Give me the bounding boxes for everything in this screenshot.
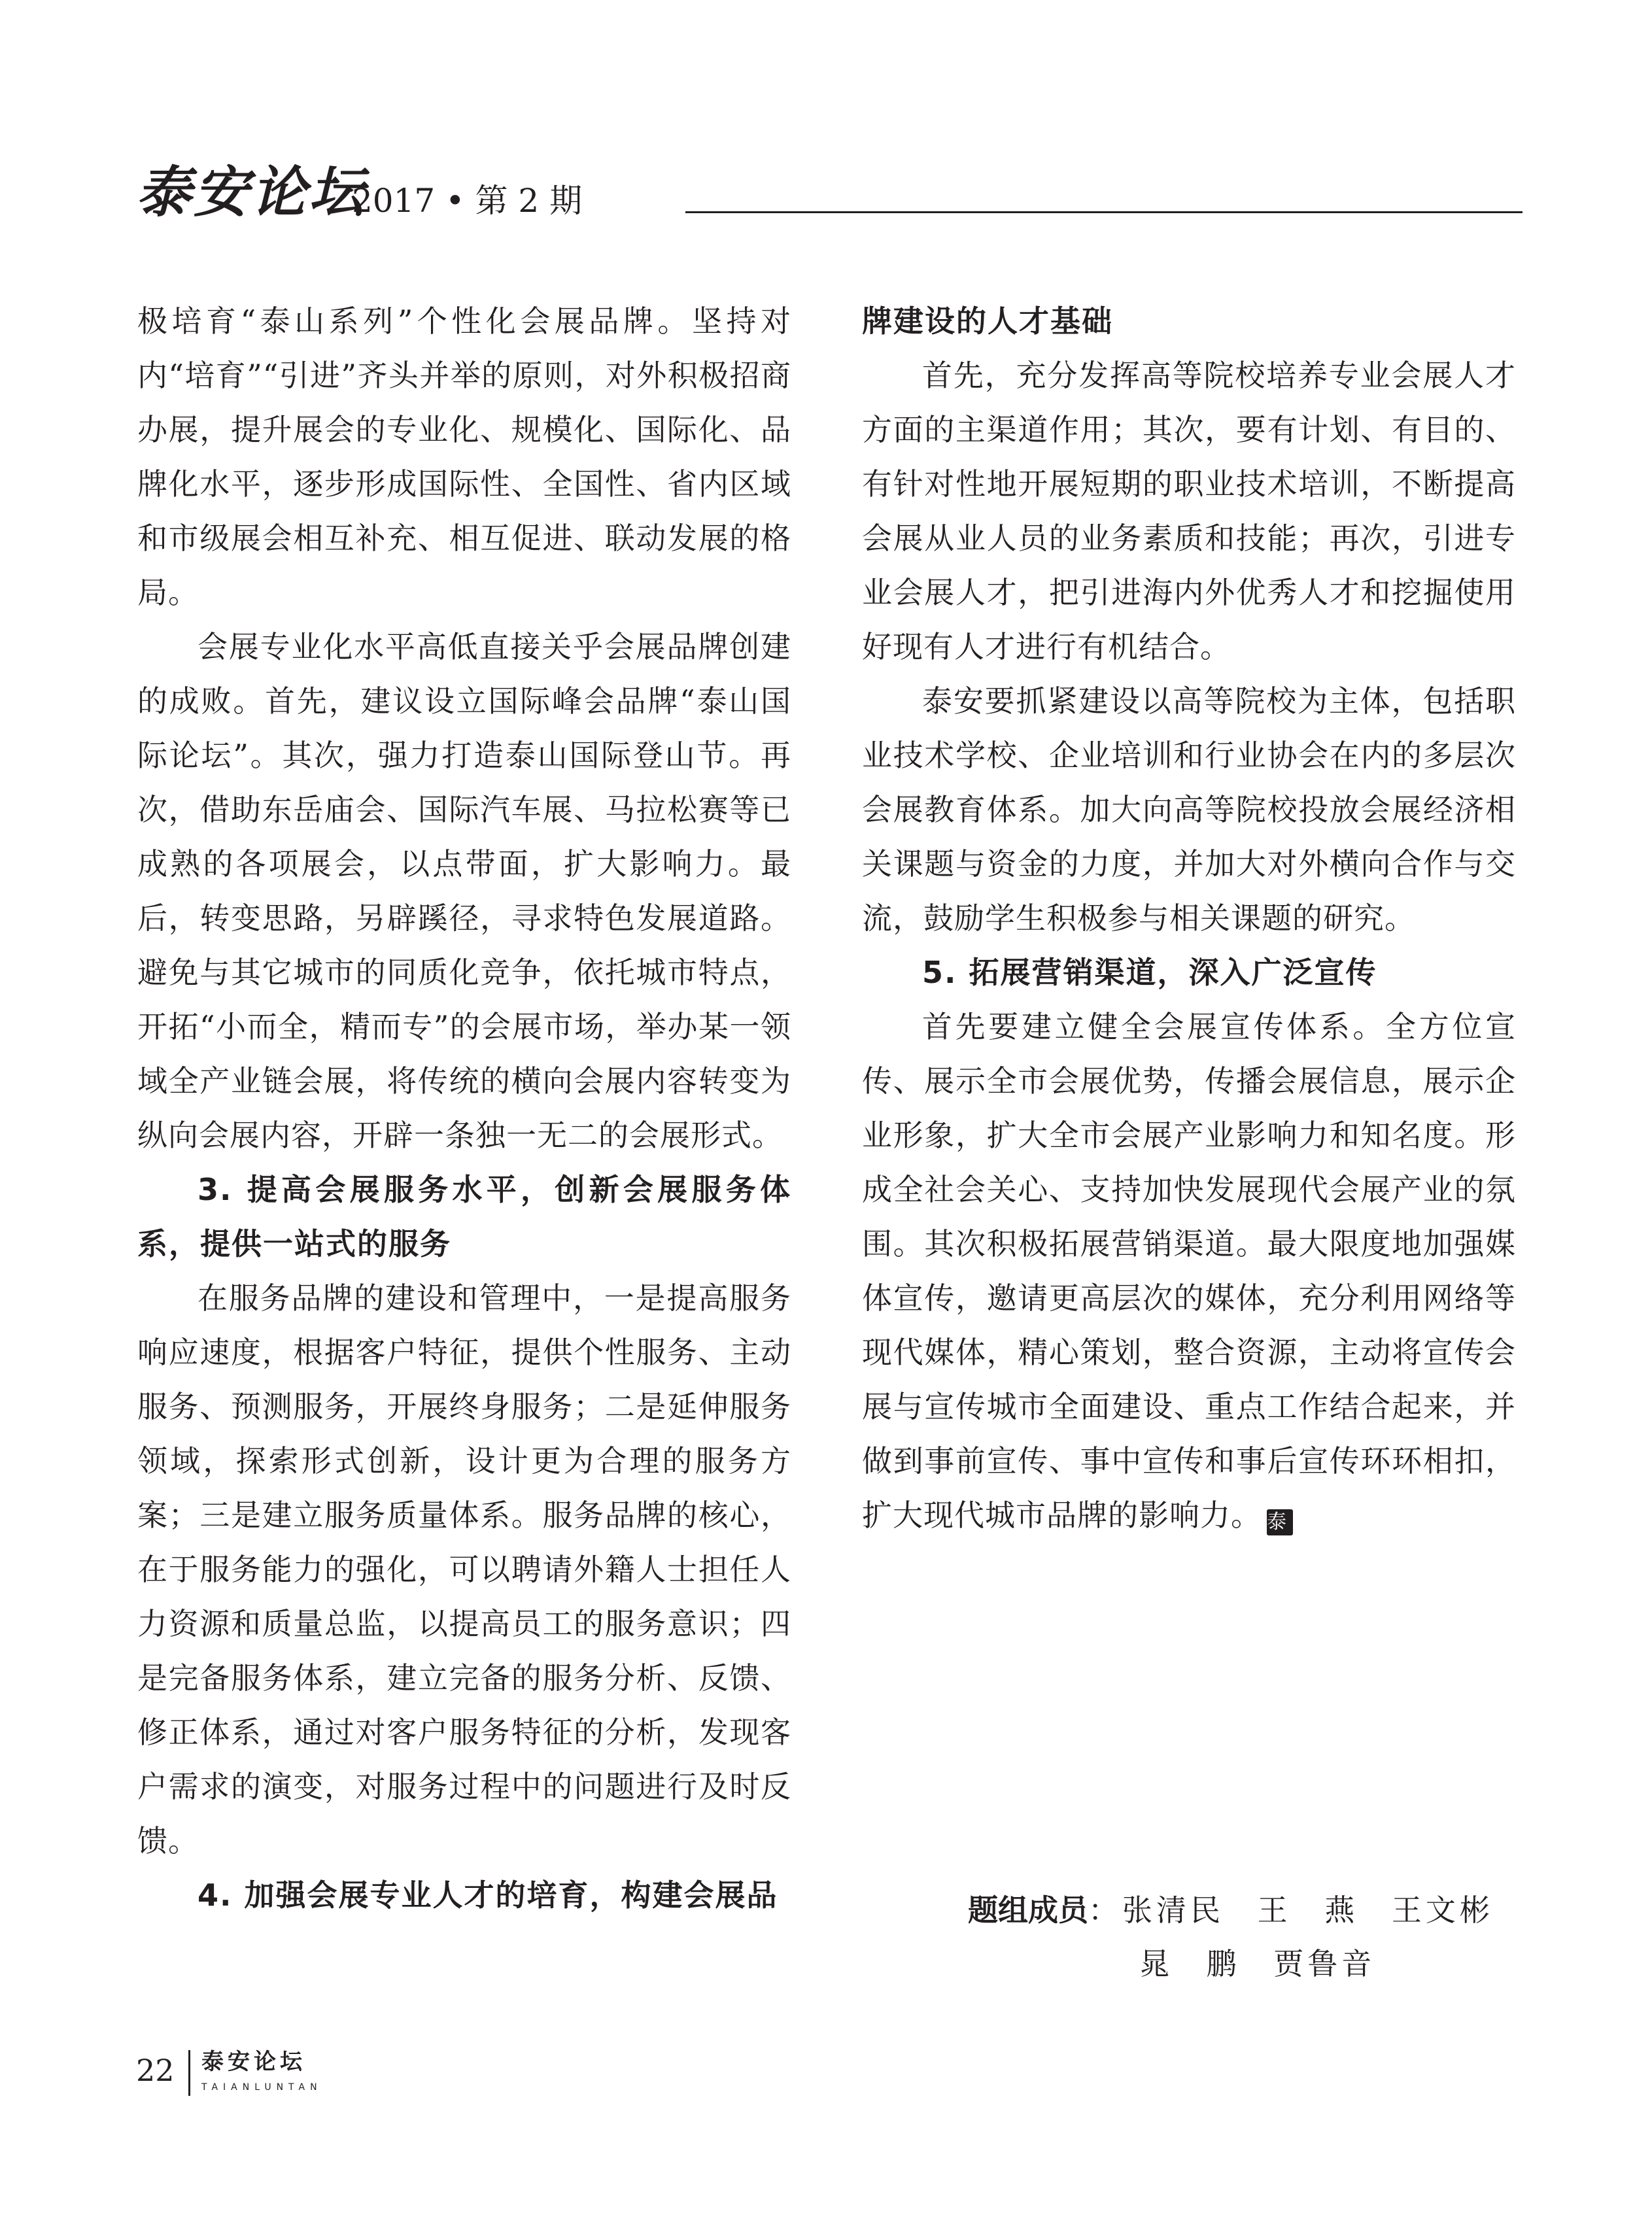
section-heading-continued: 牌建设的人才基础: [862, 303, 1113, 339]
members-label: 题组成员: [968, 1892, 1088, 1928]
page-header: [136, 157, 1523, 229]
research-group-members: [968, 1883, 1530, 1991]
section-heading: 4. 加强会展专业人才的培育，构建会展品: [198, 1877, 778, 1913]
left-column: [137, 294, 791, 1923]
paragraph: 极培育“泰山系列”个性化会展品牌。坚持对内“培育”“引进”齐头并举的原则，对外积极招商办展，提升展会的专业化、规模化、国际化、品牌化水平，逐步形成国际性、全国性、省内区域和市级展会相互补充、相互促进、联动发展的格局。: [137, 303, 791, 610]
members-line-2: 晁 鹏 贾鲁音: [1139, 1946, 1376, 1981]
header-rule: [685, 211, 1523, 213]
end-mark-icon: 泰: [1267, 1509, 1293, 1535]
section-heading: 3. 提高会展服务水平，创新会展服务体系，提供一站式的服务: [137, 1172, 791, 1261]
paragraph-final: [862, 1000, 1516, 1543]
paragraph: 泰安要抓紧建设以高等院校为主体，包括职业技术学校、企业培训和行业协会在内的多层次会展教育体系。加大向高等院校投放会展经济相关课题与资金的力度，并加大对外横向合作与交流，鼓励学生积极参与相关课题的研究。: [862, 683, 1516, 936]
section-heading: 5. 拓展营销渠道，深入广泛宣传: [922, 955, 1377, 990]
members-names: ：张清民 王 燕 王文彬: [1088, 1892, 1494, 1928]
issue-label: 2017 • 第 2 期: [352, 182, 583, 220]
paragraph: 首先，充分发挥高等院校培养专业会展人才方面的主渠道作用；其次，要有计划、有目的、有针对性地开展短期的职业技术培训，不断提高会展从业人员的业务素质和技能；再次，引进专业会展人才，把引进海内外优秀人才和挖掘使用好现有人才进行有机结合。: [862, 358, 1516, 664]
paragraph: 在服务品牌的建设和管理中，一是提高服务响应速度，根据客户特征，提供个性服务、主动服务、预测服务，开展终身服务；二是延伸服务领域，探索形式创新，设计更为合理的服务方案；三是建立服务质量体系。服务品牌的核心，在于服务能力的强化，可以聘请外籍人士担任人力资源和质量总监，以提高员工的服务意识；四是完备服务体系，建立完备的服务分析、反馈、修正体系，通过对客户服务特征的分析，发现客户需求的演变，对服务过程中的问题进行及时反馈。: [137, 1280, 791, 1858]
paragraph-text: 首先要建立健全会展宣传体系。全方位宣传、展示全市会展优势，传播会展信息，展示企业形象，扩大全市会展产业影响力和知名度。形成全社会关心、支持加快发展现代会展产业的氛围。其次积极拓展营销渠道。最大限度地加强媒体宣传，邀请更高层次的媒体，充分利用网络等现代媒体，精心策划，整合资源，主动将宣传会展与宣传城市全面建设、重点工作结合起来，并做到事前宣传、事中宣传和事后宣传环环相扣，扩大现代城市品牌的影响力。: [862, 1009, 1516, 1533]
footer-divider: [188, 2050, 190, 2096]
right-column: [862, 294, 1516, 1543]
footer-brand-en: TAIANLUNTAN: [201, 2082, 322, 2093]
journal-name: 泰安论坛: [136, 160, 367, 224]
members-line-1: [968, 1883, 1530, 1937]
page-number: 22: [136, 2053, 175, 2088]
footer-brand-cn: 泰安论坛: [201, 2049, 306, 2075]
paragraph: 会展专业化水平高低直接关乎会展品牌创建的成败。首先，建议设立国际峰会品牌“泰山国际论坛”。其次，强力打造泰山国际登山节。再次，借助东岳庙会、国际汽车展、马拉松赛等已成熟的各项展会，以点带面，扩大影响力。最后，转变思路，另辟蹊径，寻求特色发展道路。避免与其它城市的同质化竞争，依托城市特点，开拓“小而全，精而专”的会展市场，举办某一领域全产业链会展，将传统的横向会展内容转变为纵向会展内容，开辟一条独一无二的会展形式。: [137, 629, 791, 1153]
